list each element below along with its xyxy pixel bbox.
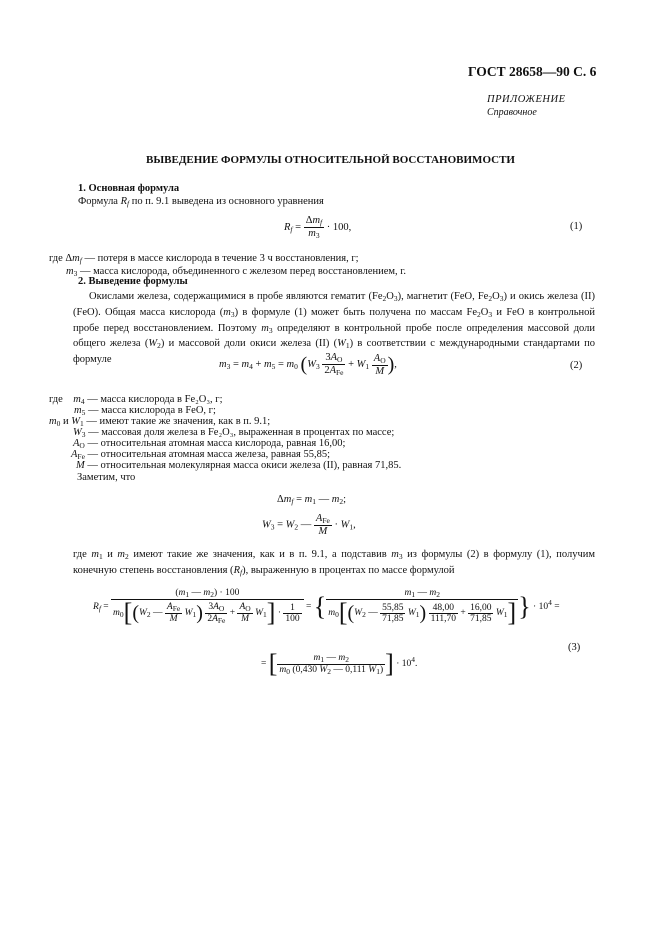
equation-w3: $W_3 = W_2$ — $\frac{A_{Fe}}{M}$ · $W_1$,	[262, 513, 356, 537]
appendix-title: ПРИЛОЖЕНИЕ	[487, 94, 566, 105]
main-title: ВЫВЕДЕНИЕ ФОРМУЛЫ ОТНОСИТЕЛЬНОЙ ВОССТАНОВИМОСТИ	[146, 154, 515, 166]
def-delta-mf: где $\Delta m_f$ — потеря в массе кислорода в течение 3 ч восстановления, г;	[49, 253, 359, 265]
section2-paragraph-2: где $m_1$ и $m_2$ имеют такие же значения, как и в п. 9.1, а подставив $m_3$ из формулы (2) в формулу (1), получим конечную степень восстановления $(R_f)$, выраженную в процентах по массе формулой	[73, 549, 595, 577]
page-header: ГОСТ 28658—90 С. 6	[468, 64, 597, 79]
def-m4: где $m_4$ — масса кислорода в Fe₂O₃, г;	[49, 394, 223, 406]
equation-3: $R_f$ = ($m_1$ — $m_2) \cdot 100$ $m_0[(W_2$ — $\frac{A_{Fe}}{M}$ $W_1$) $\frac{3A_O}{2A_{Fe}}$ + $\frac{A_O}{M}$ $W_1$] · $\frac{1}{100}$ = { $m_1$ — $m_2$ $m_0[(W_2$ — $\frac{55,85}{71,85}$ $W_1$) $\frac{48,00}{111,70}$ + $\frac{16,00}{71,85}$ $W_1$] } · $10^4$ =	[93, 588, 560, 627]
equation-delta-mf: $\Delta m_f = m_1$ — $m_2$;	[277, 494, 346, 506]
def-m: M — относительная молекулярная масса окиси железа (II), равная 71,85.	[76, 460, 402, 471]
equation-3-number: (3)	[568, 642, 581, 653]
def-m3: $m_3$ — масса кислорода, объединенного с железом перед восстановлением, г.	[66, 266, 407, 278]
def-w3: $W_3$ — массовая доля железа в Fe₂O₃, выраженная в процентах по массе;	[73, 427, 395, 439]
equation-2: $m_3 = m_4 + m_5 = m_0$ ($W_3$ $\frac{3A_O}{2A_{Fe}}$ + $W_1$ $\frac{A_O}{M}$ ),	[219, 352, 397, 377]
def-m0-w1: $m_0$ и $W_1$ — имеют такие же значения, как в п. 9.1;	[49, 416, 271, 428]
def-afe: $A_{Fe}$ — относительная атомная масса железа, равная 55,85;	[71, 449, 331, 461]
equation-1: $R_f$ = $\frac{\Delta m_f}{m_3}$ · 100,	[284, 215, 352, 240]
equation-1-number: (1)	[570, 221, 583, 232]
section1-heading: 1. Основная формула	[78, 183, 180, 194]
section2-paragraph: Окислами железа, содержащимися в пробе являются гематит $(Fe_2O_3)$, магнетит (FeO, $Fe_2O_3$) и окись железа (II) (FeO). Общая масса кислорода $(m_3)$ в формуле (1) может быть получена по массам $Fe_2O_3$ и FeO в контрольной пробе перед восстановлением. Поэтому $m_3$ определяют в контрольной пробе после определения массовой доли общего железа $(W_2)$ и массовой доли окиси железа (II) $(W_1)$ в соответствии с международными стандартами по формуле	[73, 291, 596, 366]
equation-3-result: = [ $\frac{m_1 — m_2}{m_0 (0,430 W_2 — 0,111 W_1)}$ ] · $10^4$.	[261, 649, 418, 678]
def-ao: $A_O$ — относительная атомная масса кислорода, равная 16,00;	[73, 438, 346, 450]
section1-intro: Формула $R_f$ по п. 9.1 выведена из основного уравнения	[78, 196, 324, 208]
section2-heading: 2. Выведение формулы	[78, 276, 188, 287]
note: Заметим, что	[77, 472, 136, 483]
appendix-subtitle: Справочное	[487, 107, 537, 118]
def-m5: $m_5$ — масса кислорода в FeO, г;	[74, 405, 216, 417]
equation-2-number: (2)	[570, 360, 583, 371]
